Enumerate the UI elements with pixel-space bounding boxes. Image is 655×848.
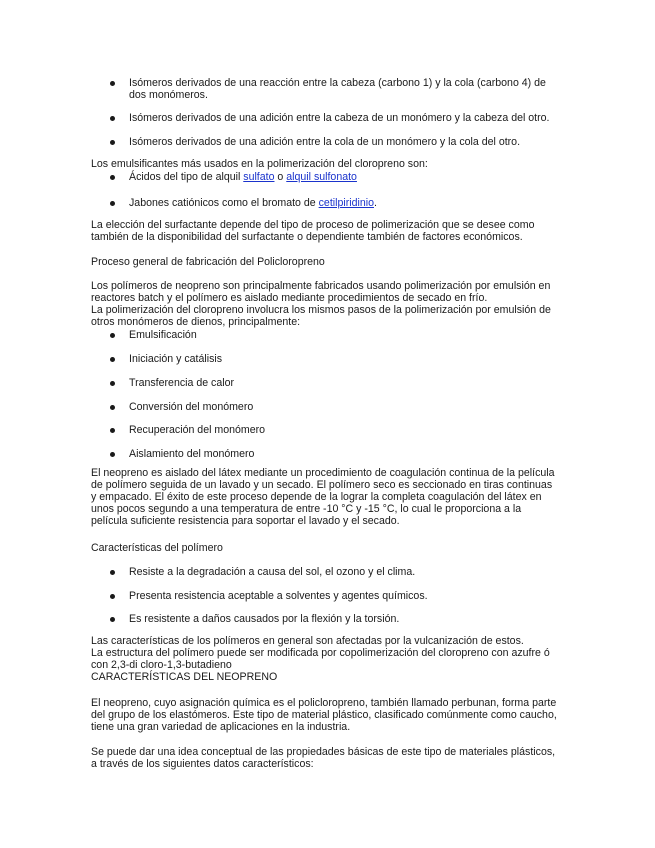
bullet-icon [110, 175, 115, 180]
paragraph-text: con 2,3-di cloro-1,3-butadieno [91, 659, 232, 671]
bullet-icon [110, 428, 115, 433]
paragraph-text: otros monómeros de dienos, principalmente: [91, 316, 301, 328]
bullet-icon [110, 357, 115, 362]
bullet-icon [110, 405, 115, 410]
list-item-text [129, 197, 567, 209]
closing-paragraph [91, 746, 567, 770]
isolation-paragraph [91, 467, 567, 527]
emulsifiers-intro [91, 158, 567, 170]
list-item-text: Conversión del monómero [129, 401, 254, 413]
list-item-text: Aislamiento del monómero [129, 448, 255, 460]
list-item-text: Iniciación y catálisis [129, 353, 223, 365]
list-item-text: Isómeros derivados de una adición entre la cola de un monómero y la cola del otro. [129, 136, 521, 148]
list-item [129, 112, 567, 124]
list-item [129, 590, 567, 602]
list-item [129, 171, 567, 183]
bullet-icon [110, 116, 115, 121]
paragraph-text: de polímero seguida de un lavado y un secado. El polímero seco es seccionado en tiras continuas [91, 479, 553, 491]
characteristics-heading [91, 542, 567, 554]
heading-text: Características del polímero [91, 542, 223, 554]
bullet-icon [110, 381, 115, 386]
list-item [129, 197, 567, 209]
list-item [129, 136, 567, 148]
neoprene-paragraph [91, 697, 567, 733]
paragraph-text: La polimerización del cloropreno involucra los mismos pasos de la polimerización por emulsión de [91, 304, 551, 316]
paragraph-text: película suficiente resistencia para soportar el lavado y el secado. [91, 515, 400, 527]
paragraph-text: tiene una gran variedad de aplicaciones en la industria. [91, 721, 351, 733]
alquil-sulfonato-link[interactable]: alquil sulfonato [286, 171, 357, 183]
list-item-text: Presenta resistencia aceptable a solventes y agentes químicos. [129, 590, 428, 602]
bullet-icon [110, 201, 115, 206]
list-item [129, 377, 567, 389]
list-item [129, 448, 567, 460]
sulfato-link[interactable]: sulfato [243, 171, 275, 183]
bullet-icon [110, 594, 115, 599]
bullet-icon [110, 140, 115, 145]
paragraph-text: y empacado. El éxito de este proceso depende de la lograr la completa coagulación del látex en [91, 491, 542, 503]
paragraph-text: El neopreno, cuyo asignación química es el policloropreno, también llamado perbunan, forma parte [91, 697, 557, 709]
list-item [129, 77, 567, 101]
paragraph-text: también de la disponibilidad del surfactante o dependiente también de factores económicos. [91, 231, 523, 243]
bullet-icon [110, 333, 115, 338]
text-fragment: Ácidos del tipo de alquil [129, 171, 244, 183]
paragraph-text: La estructura del polímero puede ser modificada por copolimerización del cloropreno con azufre ó [91, 647, 550, 659]
paragraph-text: reactores batch y el polímero es aislado mediante procedimientos de secado en frío. [91, 292, 488, 304]
paragraph-text: del grupo de los elastómeros. Este tipo de material plástico, clasificado comúnmente como caucho, [91, 709, 557, 721]
process-paragraph [91, 280, 567, 328]
list-item [129, 613, 567, 625]
list-item [129, 424, 567, 436]
section-heading: CARACTERÍSTICAS DEL NEOPRENO [91, 671, 278, 683]
bullet-icon [110, 452, 115, 457]
paragraph-text: El neopreno es aislado del látex mediante un procedimiento de coagulación continua de la película [91, 467, 555, 479]
bullet-icon [110, 617, 115, 622]
list-item-text: Isómeros derivados de una reacción entre la cabeza (carbono 1) y la cola (carbono 4) de [129, 77, 546, 89]
surfactant-paragraph [91, 219, 567, 243]
list-item-text: Isómeros derivados de una adición entre la cabeza de un monómero y la cabeza del otro. [129, 112, 550, 124]
list-item-text: Resiste a la degradación a causa del sol, el ozono y el clima. [129, 566, 416, 578]
list-item-text: Es resistente a daños causados por la flexión y la torsión. [129, 613, 400, 625]
vulcanization-paragraph [91, 635, 567, 683]
bullet-icon [110, 81, 115, 86]
list-item [129, 329, 567, 341]
paragraph-text: a través de los siguientes datos característicos: [91, 758, 314, 770]
paragraph-text: Los emulsificantes más usados en la polimerización del cloropreno son: [91, 158, 428, 170]
text-fragment: . [373, 197, 377, 209]
paragraph-text: Se puede dar una idea conceptual de las propiedades básicas de este tipo de materiales plásticos, [91, 746, 556, 758]
bullet-icon [110, 570, 115, 575]
heading-text: Proceso general de fabricación del Policloropreno [91, 256, 325, 268]
list-item [129, 401, 567, 413]
list-item [129, 353, 567, 365]
text-fragment: o [274, 171, 287, 183]
cetilpiridinio-link[interactable]: cetilpiridinio [318, 197, 374, 209]
list-item-text: Emulsificación [129, 329, 197, 341]
list-item [129, 566, 567, 578]
process-heading [91, 256, 567, 268]
list-item-text [129, 171, 567, 183]
paragraph-text: Las características de los polímeros en general son afectadas por la vulcanización de estos. [91, 635, 524, 647]
paragraph-text: Los polímeros de neopreno son principalmente fabricados usando polimerización por emulsión en [91, 280, 551, 292]
paragraph-text: unos pocos segundo a una temperatura de entre -10 °C y -15 °C, lo cual le proporciona a la [91, 503, 522, 515]
list-item-text: Transferencia de calor [129, 377, 235, 389]
text-fragment: Jabones catiónicos como el bromato de [129, 197, 319, 209]
list-item-text: Recuperación del monómero [129, 424, 266, 436]
list-item-text: dos monómeros. [129, 89, 208, 101]
paragraph-text: La elección del surfactante depende del tipo de proceso de polimerización que se desee como [91, 219, 535, 231]
